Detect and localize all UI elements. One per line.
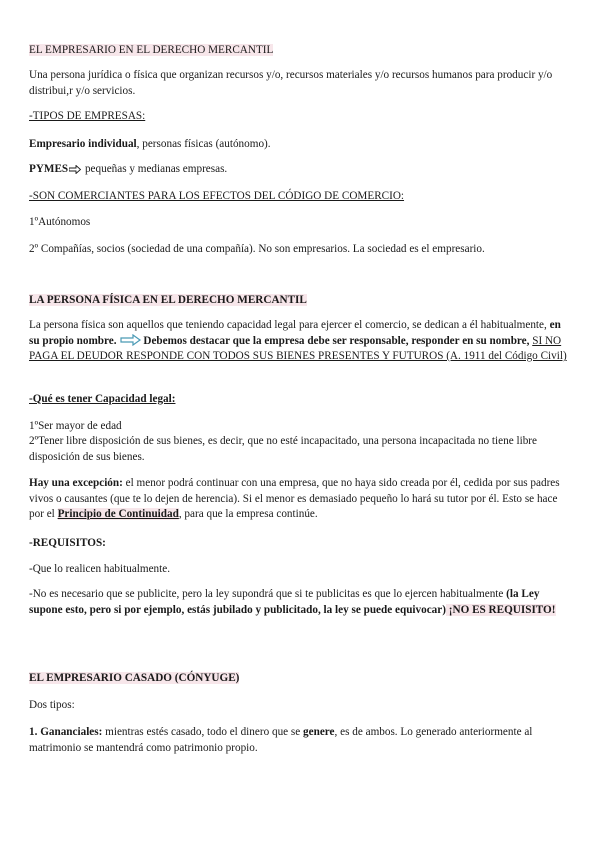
individual-label: Empresario individual [29,138,137,150]
individual-line: Empresario individual, personas físicas (autónomo). [29,138,271,150]
list-item: 2º Compañías, socios (sociedad de una compañía). No son empresarios. La sociedad es el empresario. [29,243,485,255]
section-title-casado: EL EMPRESARIO CASADO (CÓNYUGE) [29,672,240,684]
capacidad-item-1: 1ºSer mayor de edad [29,420,122,432]
capacidad-heading: -Qué es tener Capacidad legal: [29,393,176,405]
pymes-label: PYMES [29,163,69,175]
dos-tipos-line: Dos tipos: [29,699,75,711]
requisitos-heading: -REQUISITOS: [29,537,106,549]
right-arrow-icon [120,334,142,346]
persona-fisica-paragraph: La persona física son aquellos que teniendo capacidad legal para ejercer el comercio, se dedican a él habitualmente, en su propio nombre. Debemos destacar que la empresa debe ser responsable, responder en su nombre, SI NO PAGA EL DEUDOR RESPONDE CON TODOS SUS BIENES PRESENTES Y FUTUROS (A. 1911 del Código Civil) [29,319,567,362]
intro-paragraph: Una persona jurídica o física que organizan recursos y/o, recursos materiales y/o recursos humanos para producir y/o distribui,r y/o servicios. [29,69,553,97]
list-item: 1ºAutónomos [29,216,91,228]
tipos-heading: -TIPOS DE EMPRESAS: [29,110,146,122]
pymes-line: PYMES pequeñas y medianas empresas. [29,163,228,175]
requisito-paragraph: -No es necesario que se publicite, pero la ley supondrá que si te publicitas es que lo ejercen habitualmente (la Ley supone esto, pero si por ejemplo, estás jubilado y publicitado, la ley se puede equivocar) ¡NO ES REQUISITO! [29,588,556,616]
capacidad-item-2: 2ºTener libre disposición de sus bienes, es decir, que no esté incapacitado, una persona incapacitada no tiene libre disposición de sus bienes. [29,435,537,463]
right-arrow-icon [69,165,81,174]
gananciales-paragraph: 1. Gananciales: mientras estés casado, todo el dinero que se genere, es de ambos. Lo generado anteriormente al matrimonio se mantendrá como patrimonio propio. [29,726,533,754]
section-title-empresario: EL EMPRESARIO EN EL DERECHO MERCANTIL [29,44,274,56]
no-es-requisito: ¡NO ES REQUISITO! [445,603,556,616]
section-title-persona-fisica: LA PERSONA FÍSICA EN EL DERECHO MERCANTIL [29,294,307,306]
excepcion-paragraph: Hay una excepción: el menor podrá continuar con una empresa, que no haya sido creada por él, cedida por sus padres vivos o causantes (que te lo dejen de herencia). Si el menor es demasiado pequeño lo hará su tutor por él. Esto se hace por el Principio de Continuidad, para que la empresa continúe. [29,477,560,520]
requisito-item: -Que lo realicen habitualmente. [29,563,171,575]
comerciantes-heading: -SON COMERCIANTES PARA LOS EFECTOS DEL CÓDIGO DE COMERCIO: [29,190,405,202]
principio-continuidad: Principio de Continuidad [57,508,179,520]
